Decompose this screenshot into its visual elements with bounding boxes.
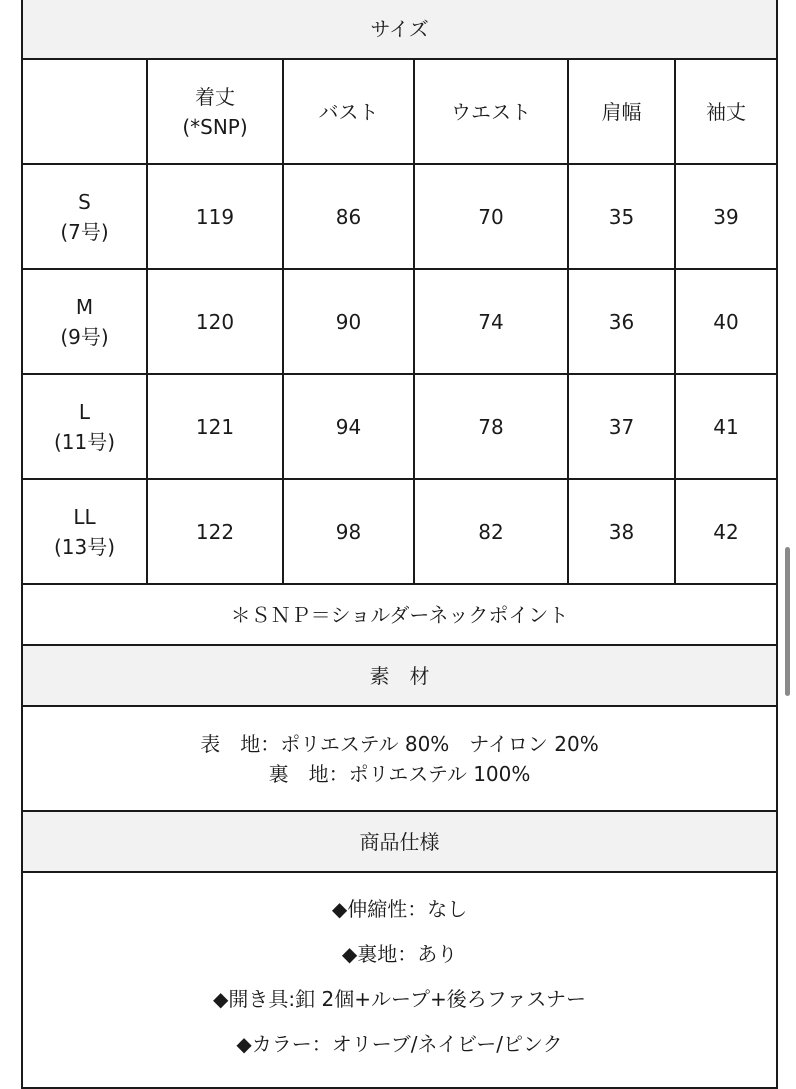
size-label: L — [78, 399, 91, 424]
column-header-waist — [414, 59, 568, 164]
cell-bust: 86 — [283, 164, 414, 269]
materials-content — [22, 706, 777, 811]
cell-sleeve: 41 — [675, 374, 777, 479]
size-label: M — [75, 294, 94, 319]
cell-shoulder: 38 — [568, 479, 675, 584]
cell-bust: 90 — [283, 269, 414, 374]
cell-length: 120 — [147, 269, 283, 374]
cell-shoulder: 37 — [568, 374, 675, 479]
spec-stretch: ◆伸縮性：なし — [331, 897, 468, 921]
column-header-bust — [283, 59, 414, 164]
size-label: LL — [73, 504, 96, 529]
table-row — [22, 164, 777, 269]
row-label — [22, 269, 147, 374]
cell-sleeve: 42 — [675, 479, 777, 584]
row-label — [22, 479, 147, 584]
cell-shoulder: 35 — [568, 164, 675, 269]
column-header-label: バスト — [318, 99, 379, 124]
spec-lining: ◆裏地：あり — [341, 942, 458, 966]
materials-section-title: 素 材 — [22, 645, 777, 706]
column-header-label: 肩幅 — [601, 99, 642, 124]
cell-waist: 78 — [414, 374, 568, 479]
cell-waist: 70 — [414, 164, 568, 269]
cell-length: 119 — [147, 164, 283, 269]
cell-waist: 74 — [414, 269, 568, 374]
cell-shoulder: 36 — [568, 269, 675, 374]
cell-waist: 82 — [414, 479, 568, 584]
column-header-label: ウエスト — [451, 99, 531, 124]
spec-colors: ◆カラー：オリーブ/ネイビー/ピンク — [236, 1032, 563, 1056]
table-row — [22, 374, 777, 479]
size-number: (9号) — [60, 324, 109, 349]
specs-content — [22, 872, 777, 1088]
scrollbar-thumb[interactable] — [785, 547, 790, 696]
cell-bust: 98 — [283, 479, 414, 584]
lining-fabric-line: 裏 地：ポリエステル 100% — [268, 761, 531, 786]
size-section-title: サイズ — [22, 0, 777, 59]
column-header-length — [147, 59, 283, 164]
cell-sleeve: 39 — [675, 164, 777, 269]
column-header-blank — [22, 59, 147, 164]
product-info-table — [21, 0, 778, 1089]
spec-closure: ◆開き具:釦 2個+ループ+後ろファスナー — [213, 987, 586, 1011]
snp-note: ＊ＳＮＰ＝ショルダーネックポイント — [22, 584, 777, 645]
outer-fabric-line: 表 地：ポリエステル 80% ナイロン 20% — [200, 731, 599, 756]
column-header-sleeve — [675, 59, 777, 164]
cell-sleeve: 40 — [675, 269, 777, 374]
row-label — [22, 374, 147, 479]
column-header-label: 着丈 — [195, 84, 235, 109]
column-header-shoulder — [568, 59, 675, 164]
column-header-sublabel: (*SNP) — [182, 114, 248, 139]
cell-length: 122 — [147, 479, 283, 584]
size-column-header-row — [22, 59, 777, 164]
size-number: (11号) — [53, 429, 116, 454]
cell-length: 121 — [147, 374, 283, 479]
size-label: S — [78, 189, 91, 214]
specs-section-title: 商品仕様 — [22, 811, 777, 872]
table-row — [22, 479, 777, 584]
cell-bust: 94 — [283, 374, 414, 479]
column-header-label: 袖丈 — [706, 99, 747, 124]
size-number: (7号) — [60, 219, 109, 244]
table-row — [22, 269, 777, 374]
row-label — [22, 164, 147, 269]
size-number: (13号) — [53, 534, 116, 559]
